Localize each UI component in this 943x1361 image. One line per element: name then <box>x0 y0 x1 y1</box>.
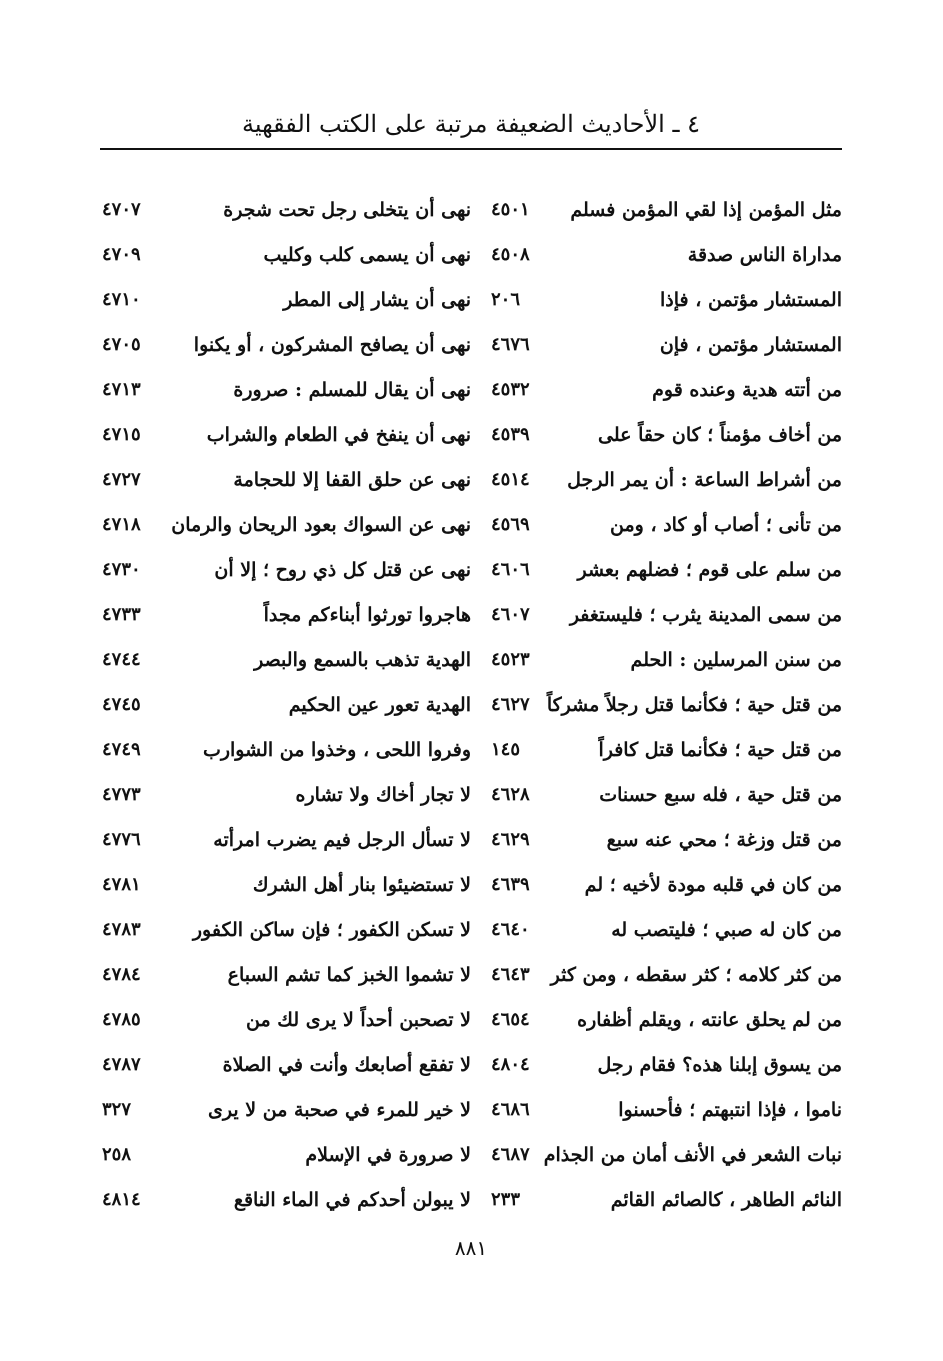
hadith-text: من سنن المرسلين : الحلم <box>630 648 842 671</box>
page-number: ٨٨١ <box>454 1236 488 1260</box>
hadith-text: مثل المؤمن إذا لقي المؤمن فسلم <box>570 198 842 221</box>
hadith-number: ٤٥٠٨ <box>491 244 530 265</box>
hadith-text: نهى عن حلق القفا إلا للحجامة <box>233 468 471 491</box>
hadith-number: ٤٦٨٦ <box>491 1099 530 1120</box>
index-entry-row <box>471 862 842 907</box>
hadith-number: ٤٨١٤ <box>102 1189 141 1210</box>
hadith-number: ٤٧٤٤ <box>102 649 141 670</box>
hadith-text: نهى أن يشار إلى المطر <box>283 288 471 311</box>
hadith-text: نهى أن يصافح المشركون ، أو يكنوا <box>193 333 471 356</box>
index-entry-row <box>100 727 471 772</box>
hadith-text: لا تصحبن أحداً لا يرى لك من <box>246 1008 471 1031</box>
hadith-number: ٢٣٣ <box>491 1189 521 1210</box>
hadith-text: من قتل حية ؛ فكأنما قتل كافراً <box>598 738 842 761</box>
index-entry-row <box>100 502 471 547</box>
index-entry-row <box>100 322 471 367</box>
index-entry-row <box>100 277 471 322</box>
index-entry-row <box>100 1042 471 1087</box>
hadith-number: ٤٧١٣ <box>102 379 141 400</box>
index-entry-row <box>471 1087 842 1132</box>
index-entry-row <box>100 187 471 232</box>
hadith-text: نهى أن ينفخ في الطعام والشراب <box>206 423 471 446</box>
hadith-number: ٤٧٠٧ <box>102 199 141 220</box>
index-entry-row <box>471 187 842 232</box>
hadith-text: نهى أن يسمى كلب وكليب <box>263 243 471 266</box>
hadith-number: ١٤٥ <box>491 739 521 760</box>
hadith-text: من يسوق إبلنا هذه؟ فقام رجل <box>597 1053 842 1076</box>
index-entry-row <box>471 1177 842 1222</box>
hadith-number: ٤٥١٤ <box>491 469 530 490</box>
hadith-text: من أتته هدية وعنده قوم <box>652 378 842 401</box>
hadith-text: نهى عن قتل كل ذي روح ؛ إلا أن <box>214 558 471 581</box>
index-entry-row <box>100 457 471 502</box>
hadith-text: مداراة الناس صدقة <box>687 243 842 266</box>
hadith-text: لا تشموا الخبز كما تشم السباع <box>227 963 471 986</box>
index-entry-row <box>100 367 471 412</box>
index-entry-row <box>100 1132 471 1177</box>
hadith-text: لا صرورة في الإسلام <box>305 1143 471 1166</box>
hadith-text: من سلم على قوم ؛ فضلهم بعشر <box>577 558 842 581</box>
hadith-text: لا تسكن الكفور ؛ فإن ساكن الكفور <box>192 918 471 941</box>
hadith-number: ٤٥٣٢ <box>491 379 530 400</box>
index-entry-row <box>100 997 471 1042</box>
hadith-number: ٤٧٠٩ <box>102 244 141 265</box>
index-entry-row <box>471 457 842 502</box>
index-entry-row <box>471 412 842 457</box>
index-entry-row <box>471 547 842 592</box>
hadith-text: من لم يحلق عانته ، ويقلم أظفاره <box>577 1008 842 1031</box>
hadith-number: ٤٥٦٩ <box>491 514 530 535</box>
index-entry-row <box>471 772 842 817</box>
hadith-number: ٤٥٠١ <box>491 199 530 220</box>
hadith-number: ٤٦٢٨ <box>491 784 530 805</box>
hadith-number: ٤٧٤٥ <box>102 694 141 715</box>
hadith-text: المستشار مؤتمن ، فإذا <box>660 288 842 311</box>
hadith-number: ٤٧١٨ <box>102 514 141 535</box>
index-entry-row <box>471 232 842 277</box>
index-entry-row <box>100 1087 471 1132</box>
hadith-text: النائم الطاهر ، كالصائم القائم <box>610 1188 842 1211</box>
hadith-number: ٤٧٨٥ <box>102 1009 141 1030</box>
index-entry-row <box>100 1177 471 1222</box>
hadith-number: ٤٧٨١ <box>102 874 141 895</box>
hadith-text: نهى أن يتخلى رجل تحت شجرة <box>223 198 471 221</box>
index-entry-row <box>471 997 842 1042</box>
hadith-number: ٤٦٢٧ <box>491 694 530 715</box>
hadith-number: ٤٧٠٥ <box>102 334 141 355</box>
hadith-number: ٤٥٢٣ <box>491 649 530 670</box>
index-entry-row <box>471 277 842 322</box>
index-entry-row <box>100 817 471 862</box>
index-entry-row <box>100 862 471 907</box>
hadith-number: ٤٦٠٧ <box>491 604 530 625</box>
index-entry-row <box>100 547 471 592</box>
hadith-number: ٤٧٨٣ <box>102 919 141 940</box>
hadith-text: نهى عن السواك بعود الريحان والرمان <box>171 513 471 536</box>
hadith-text: الهدية تعور عين الحكيم <box>288 693 471 716</box>
hadith-number: ٢٠٦ <box>491 289 521 310</box>
index-entry-row <box>471 502 842 547</box>
hadith-number: ٤٧٣٠ <box>102 559 141 580</box>
hadith-number: ٤٦٠٦ <box>491 559 530 580</box>
index-entry-row <box>471 727 842 772</box>
hadith-number: ٤٧٨٧ <box>102 1054 141 1075</box>
index-entry-row <box>471 682 842 727</box>
hadith-text: لا تفقع أصابعك وأنت في الصلاة <box>222 1053 471 1076</box>
index-entry-row <box>471 952 842 997</box>
index-entry-row <box>100 592 471 637</box>
hadith-text: نهى أن يقال للمسلم : صرورة <box>233 378 471 401</box>
hadith-number: ٤٧٣٣ <box>102 604 141 625</box>
hadith-number: ٤٦٣٩ <box>491 874 530 895</box>
index-entry-row <box>471 637 842 682</box>
hadith-text: ناموا ، فإذا انتبهتم ؛ فأحسنوا <box>618 1098 842 1121</box>
hadith-number: ٣٢٧ <box>102 1099 132 1120</box>
hadith-text: لا يبولن أحدكم في الماء الناقع <box>233 1188 471 1211</box>
index-entry-row <box>471 1132 842 1177</box>
index-entry-row <box>471 817 842 862</box>
hadith-number: ٤٦٢٩ <box>491 829 530 850</box>
index-entry-row <box>100 682 471 727</box>
index-entry-row <box>471 1042 842 1087</box>
index-entry-row <box>100 412 471 457</box>
hadith-text: الهدية تذهب بالسمع والبصر <box>254 648 471 671</box>
hadith-number: ٤٦٨٧ <box>491 1144 530 1165</box>
index-entry-row <box>471 322 842 367</box>
hadith-number: ٤٨٠٤ <box>491 1054 530 1075</box>
index-entry-row <box>100 772 471 817</box>
index-entry-row <box>471 592 842 637</box>
hadith-text: لا تستضيئوا بنار أهل الشرك <box>252 873 471 896</box>
hadith-number: ٤٧٨٤ <box>102 964 141 985</box>
hadith-text: من قتل حية ، فله سبع حسنات <box>599 783 842 806</box>
hadith-text: لا خير للمرء في صحبة من لا يرى <box>208 1098 471 1121</box>
header-divider <box>100 148 842 150</box>
hadith-number: ٤٧٧٣ <box>102 784 141 805</box>
hadith-text: من كان في قلبه مودة لأخيه ؛ لم <box>584 873 842 896</box>
hadith-number: ٤٧١٠ <box>102 289 141 310</box>
hadith-text: من كان له صبي ؛ فليتصب له <box>611 918 842 941</box>
hadith-text: المستشار مؤتمن ، فإن <box>659 333 842 356</box>
index-entry-row <box>100 232 471 277</box>
hadith-text: هاجروا تورثوا أبناءكم مجداً <box>263 603 471 626</box>
hadith-text: من قتل حية ؛ فكأنما قتل رجلاً مشركاً <box>546 693 842 716</box>
left-column <box>100 187 471 1222</box>
hadith-number: ٤٦٧٦ <box>491 334 530 355</box>
hadith-number: ٤٧٤٩ <box>102 739 141 760</box>
hadith-text: لا تسأل الرجل فيم يضرب امرأته <box>213 828 471 851</box>
hadith-number: ٤٧٧٦ <box>102 829 141 850</box>
hadith-text: وفروا اللحى ، وخذوا من الشوارب <box>202 738 471 761</box>
index-columns <box>100 187 842 1222</box>
hadith-number: ٤٦٥٤ <box>491 1009 530 1030</box>
hadith-number: ٤٦٤٣ <box>491 964 530 985</box>
right-column <box>471 187 842 1222</box>
index-entry-row <box>100 952 471 997</box>
hadith-number: ٤٥٣٩ <box>491 424 530 445</box>
hadith-text: نبات الشعر في الأنف أمان من الجذام <box>543 1143 842 1166</box>
hadith-text: من تأنى ؛ أصاب أو كاد ، ومن <box>610 513 842 536</box>
hadith-text: من قتل وزغة ؛ محي عنه سبع <box>606 828 842 851</box>
hadith-text: من أخاف مؤمناً ؛ كان حقاً على <box>598 423 842 446</box>
hadith-text: من كثر كلامه ؛ كثر سقطه ، ومن كثر <box>550 963 842 986</box>
hadith-text: من سمى المدينة يثرب ؛ فليستغفر <box>569 603 842 626</box>
index-entry-row <box>471 907 842 952</box>
hadith-number: ٤٧٢٧ <box>102 469 141 490</box>
hadith-number: ٤٦٤٠ <box>491 919 530 940</box>
hadith-number: ٢٥٨ <box>102 1144 132 1165</box>
index-entry-row <box>100 637 471 682</box>
page-header-title: ٤ ـ الأحاديث الضعيفة مرتبة على الكتب الفقهية <box>241 110 700 138</box>
hadith-number: ٤٧١٥ <box>102 424 141 445</box>
index-entry-row <box>100 907 471 952</box>
hadith-text: من أشراط الساعة : أن يمر الرجل <box>567 468 842 491</box>
index-entry-row <box>471 367 842 412</box>
hadith-text: لا تجار أخاك ولا تشاره <box>295 783 471 806</box>
